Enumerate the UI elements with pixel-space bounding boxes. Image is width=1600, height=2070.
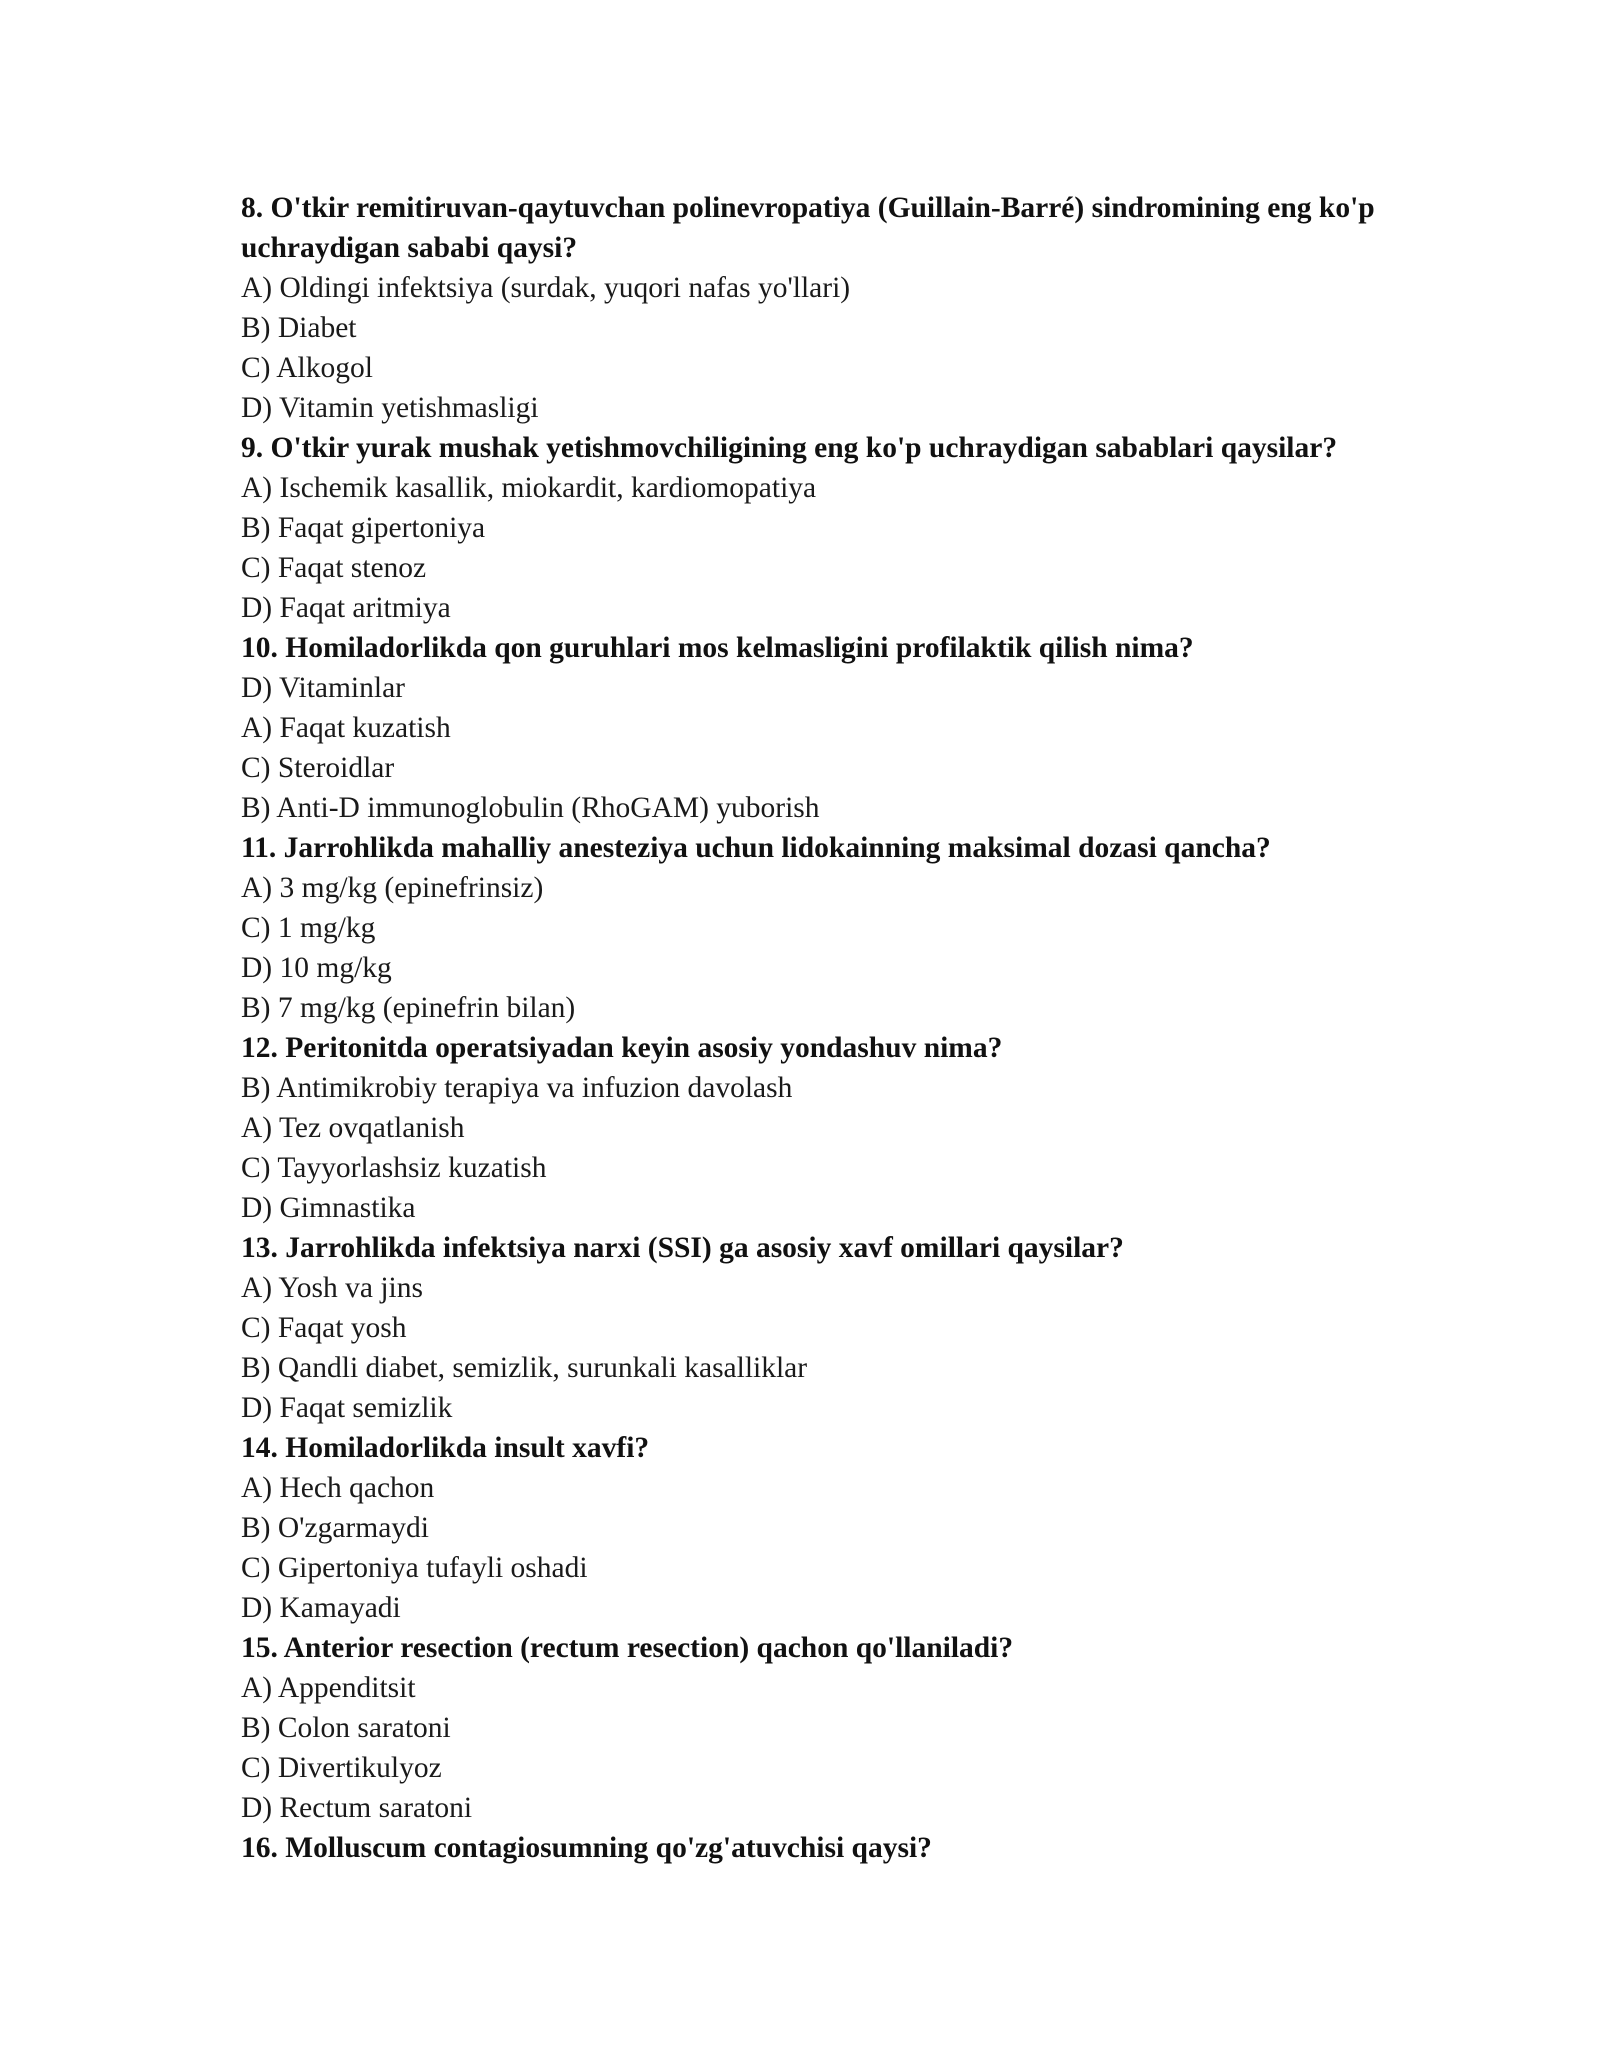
question-block [241,428,1421,628]
answer-option: D) Rectum saratoni [241,1792,473,1824]
answer-option: D) 10 mg/kg [241,952,392,984]
question-block [241,1828,1421,1868]
answer-option: C) Steroidlar [241,752,395,784]
answer-option: C) Faqat yosh [241,1312,407,1344]
question-block [241,1428,1421,1628]
question-title: 16. Molluscum contagiosumning qo'zg'atuvchisi qaysi? [241,1832,932,1864]
answer-option: D) Gimnastika [241,1192,416,1224]
answer-option: B) Colon saratoni [241,1712,451,1744]
answer-option: C) Alkogol [241,352,373,384]
answer-option: A) Hech qachon [241,1472,435,1504]
answer-option: B) Anti-D immunoglobulin (RhoGAM) yuborish [241,792,820,824]
question-block [241,628,1421,828]
answer-option: C) Faqat stenoz [241,552,427,584]
question-title: 13. Jarrohlikda infektsiya narxi (SSI) ga asosiy xavf omillari qaysilar? [241,1232,1124,1264]
answer-option: D) Faqat semizlik [241,1392,453,1424]
question-title: 15. Anterior resection (rectum resection) qachon qo'llaniladi? [241,1632,1014,1664]
answer-option: A) Yosh va jins [241,1272,423,1304]
answer-option: A) Appenditsit [241,1672,416,1704]
question-title: 10. Homiladorlikda qon guruhlari mos kelmasligini profilaktik qilish nima? [241,632,1194,664]
answer-option: C) Gipertoniya tufayli oshadi [241,1552,588,1584]
question-title: 8. O'tkir remitiruvan-qaytuvchan polinevropatiya (Guillain-Barré) sindromining eng ko'p uchraydigan sababi qaysi? [241,192,1375,264]
answer-option: A) Faqat kuzatish [241,712,451,744]
answer-option: B) O'zgarmaydi [241,1512,429,1544]
answer-option: D) Kamayadi [241,1592,401,1624]
question-title: 14. Homiladorlikda insult xavfi? [241,1432,650,1464]
answer-option: B) Faqat gipertoniya [241,512,486,544]
answer-option: D) Vitaminlar [241,672,405,704]
answer-option: A) 3 mg/kg (epinefrinsiz) [241,872,544,904]
question-title: 9. O'tkir yurak mushak yetishmovchiligining eng ko'p uchraydigan sabablari qaysilar? [241,432,1338,464]
answer-option: A) Tez ovqatlanish [241,1112,465,1144]
answer-option: C) Tayyorlashsiz kuzatish [241,1152,547,1184]
question-block [241,1228,1421,1428]
question-block [241,188,1421,428]
question-block [241,1628,1421,1828]
answer-option: D) Vitamin yetishmasligi [241,392,539,424]
answer-option: A) Ischemik kasallik, miokardit, kardiomopatiya [241,472,817,504]
quiz-content [241,188,1421,1868]
answer-option: C) 1 mg/kg [241,912,376,944]
question-title: 11. Jarrohlikda mahalliy anesteziya uchun lidokainning maksimal dozasi qancha? [241,832,1271,864]
answer-option: B) 7 mg/kg (epinefrin bilan) [241,992,576,1024]
answer-option: D) Faqat aritmiya [241,592,451,624]
answer-option: A) Oldingi infektsiya (surdak, yuqori nafas yo'llari) [241,272,851,304]
answer-option: B) Antimikrobiy terapiya va infuzion davolash [241,1072,793,1104]
answer-option: B) Diabet [241,312,357,344]
question-block [241,1028,1421,1228]
answer-option: B) Qandli diabet, semizlik, surunkali kasalliklar [241,1352,808,1384]
question-title: 12. Peritonitda operatsiyadan keyin asosiy yondashuv nima? [241,1032,1003,1064]
question-block [241,828,1421,1028]
answer-option: C) Divertikulyoz [241,1752,442,1784]
